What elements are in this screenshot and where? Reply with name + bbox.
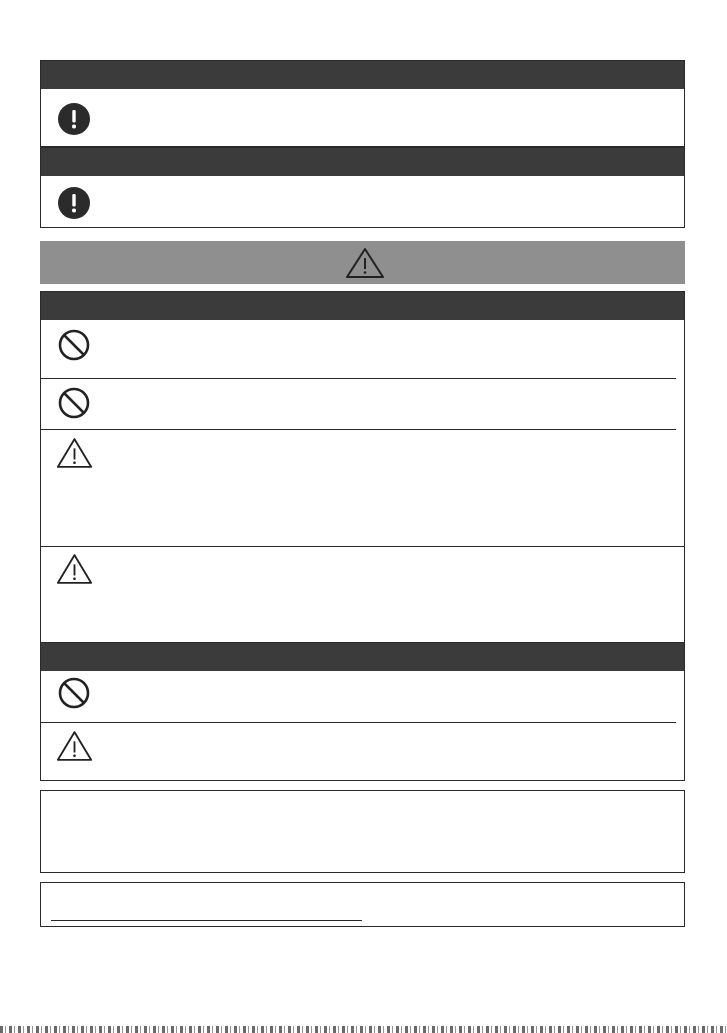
caution-section-1 bbox=[40, 291, 685, 643]
prohibited-icon bbox=[58, 677, 90, 709]
section-header bbox=[41, 292, 684, 320]
caution-banner bbox=[40, 241, 685, 284]
list-item bbox=[41, 723, 684, 781]
page-footer-strip bbox=[0, 1026, 727, 1033]
prohibited-icon bbox=[58, 329, 90, 361]
list-item bbox=[41, 379, 684, 429]
list-item bbox=[41, 89, 684, 148]
list-item bbox=[41, 320, 684, 378]
exclamation-circle-icon bbox=[58, 187, 90, 219]
exclamation-circle-icon bbox=[58, 103, 90, 135]
prohibited-icon bbox=[58, 387, 90, 419]
mandatory-section-2 bbox=[40, 147, 685, 228]
link-underline bbox=[51, 920, 362, 921]
list-item bbox=[41, 547, 684, 643]
mandatory-section-1 bbox=[40, 60, 685, 147]
link-box bbox=[40, 882, 685, 927]
section-header bbox=[41, 61, 684, 89]
list-item bbox=[41, 176, 684, 229]
warning-triangle-icon bbox=[56, 730, 93, 762]
section-header bbox=[41, 148, 684, 176]
warning-triangle-icon bbox=[345, 247, 385, 279]
section-header bbox=[41, 643, 684, 671]
warning-triangle-icon bbox=[56, 437, 93, 469]
notice-box bbox=[40, 790, 685, 873]
list-item bbox=[41, 430, 684, 546]
list-item bbox=[41, 671, 684, 722]
warning-triangle-icon bbox=[56, 553, 93, 585]
caution-section-2 bbox=[40, 642, 685, 781]
